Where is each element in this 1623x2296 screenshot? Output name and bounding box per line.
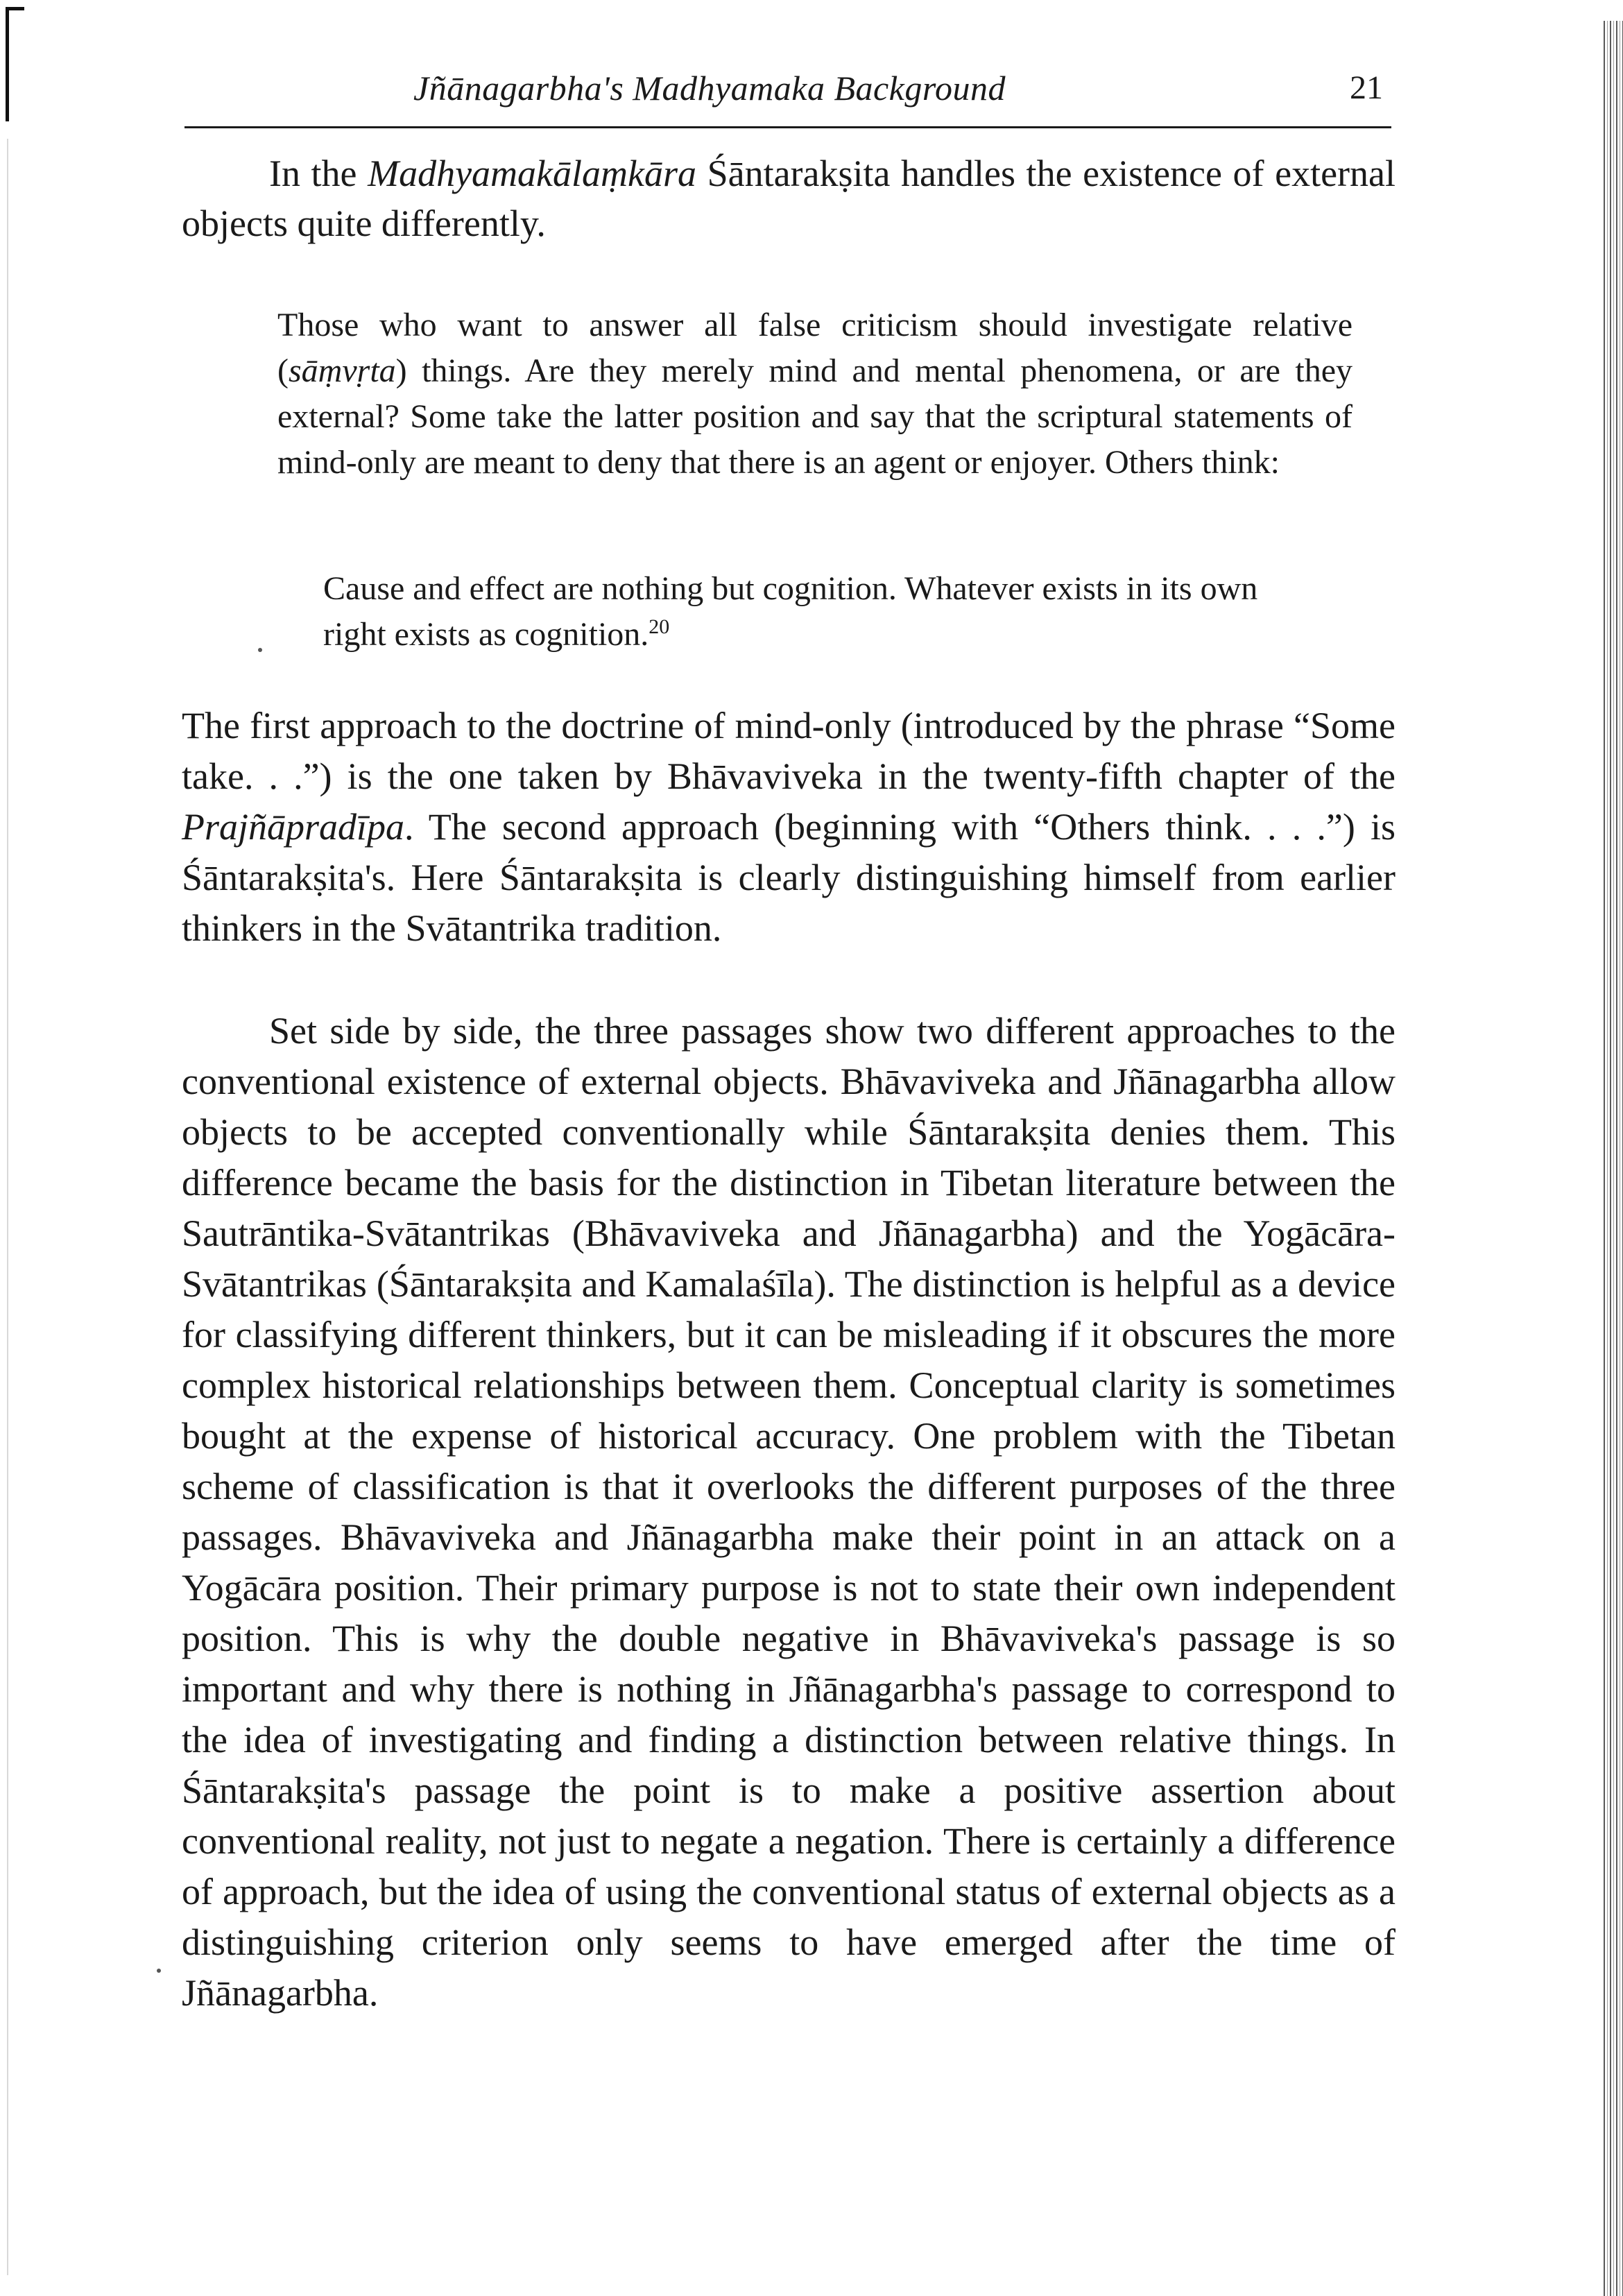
intro-paragraph: In the Madhyamakālaṃkāra Śāntarakṣita handles the existence of external objects quite differently. [182, 153, 1396, 244]
sanskrit-term: sāṃvṛta [288, 352, 396, 389]
crop-mark [6, 7, 24, 121]
work-title: Prajñāpradīpa [182, 806, 405, 848]
work-title: Madhyamakālaṃkāra [368, 153, 696, 194]
running-head: Jñānagarbha's Madhyamaka Background [413, 69, 1006, 108]
scan-speck [157, 1969, 161, 1973]
block-quote: Those who want to answer all false criticism should investigate relative (sāṃvṛta) things. Are they merely mind and mental phenomena, or are they external? Some take the latter position and say that the scriptural statements of mind-only are meant to deny that there is an agent or enjoyer. Others think: [277, 307, 1352, 481]
page-number: 21 [1350, 69, 1383, 106]
body-paragraph-1: The first approach to the doctrine of mind-only (introduced by the phrase “Some take. . .”) is the one taken by Bhāvaviveka in the twenty-fifth chapter of the Prajñāpradīpa. The second approach (beginning with “Others think. . . .”) is Śāntarakṣita's. Here Śāntarakṣita is clearly distinguishing himself from earlier thinkers in the Svātantrika tradition. [182, 705, 1396, 949]
page-header [184, 64, 1391, 128]
page-edge-left [7, 139, 8, 2275]
body-paragraph-2: Set side by side, the three passages show two different approaches to the conventional existence of external objects. Bhāvaviveka and Jñānagarbha allow objects to be accepted conventionally while Śāntarakṣita denies them. This difference became the basis for the distinction in Tibetan literature between the Sautrāntika-Svātantrikas (Bhāvaviveka and Jñānagarbha) and the Yogācāra-Svātantrikas (Śāntarakṣita and Kamalaśīla). The distinction is helpful as a device for classifying different thinkers, but it can be misleading if it obscures the more complex historical relationships between them. Conceptual clarity is sometimes bought at the expense of historical accuracy. One problem with the Tibetan scheme of classification is that it overlooks the different purposes of the three passages. Bhāvaviveka and Jñānagarbha make their point in an attack on a Yogācāra position. Their primary purpose is not to state their own independent position. This is why the double negative in Bhāvaviveka's passage is so important and why there is nothing in Jñānagarbha's passage to correspond to the idea of investigating and finding a distinction between relative things. In Śāntarakṣita's passage the point is to make a positive assertion about conventional reality, not just to negate a negation. There is certainly a difference of approach, but the idea of using the conventional status of external objects as a distinguishing criterion only seems to have emerged after the time of Jñānagarbha. [182, 1010, 1396, 2014]
nested-quote: Cause and effect are nothing but cognition. Whatever exists in its own right exists as cognition.$^{20}$ [323, 570, 1258, 653]
scan-speck [258, 648, 262, 652]
footnote-ref[interactable]: 20 [649, 615, 670, 638]
book-binding-edge [1604, 21, 1623, 2296]
